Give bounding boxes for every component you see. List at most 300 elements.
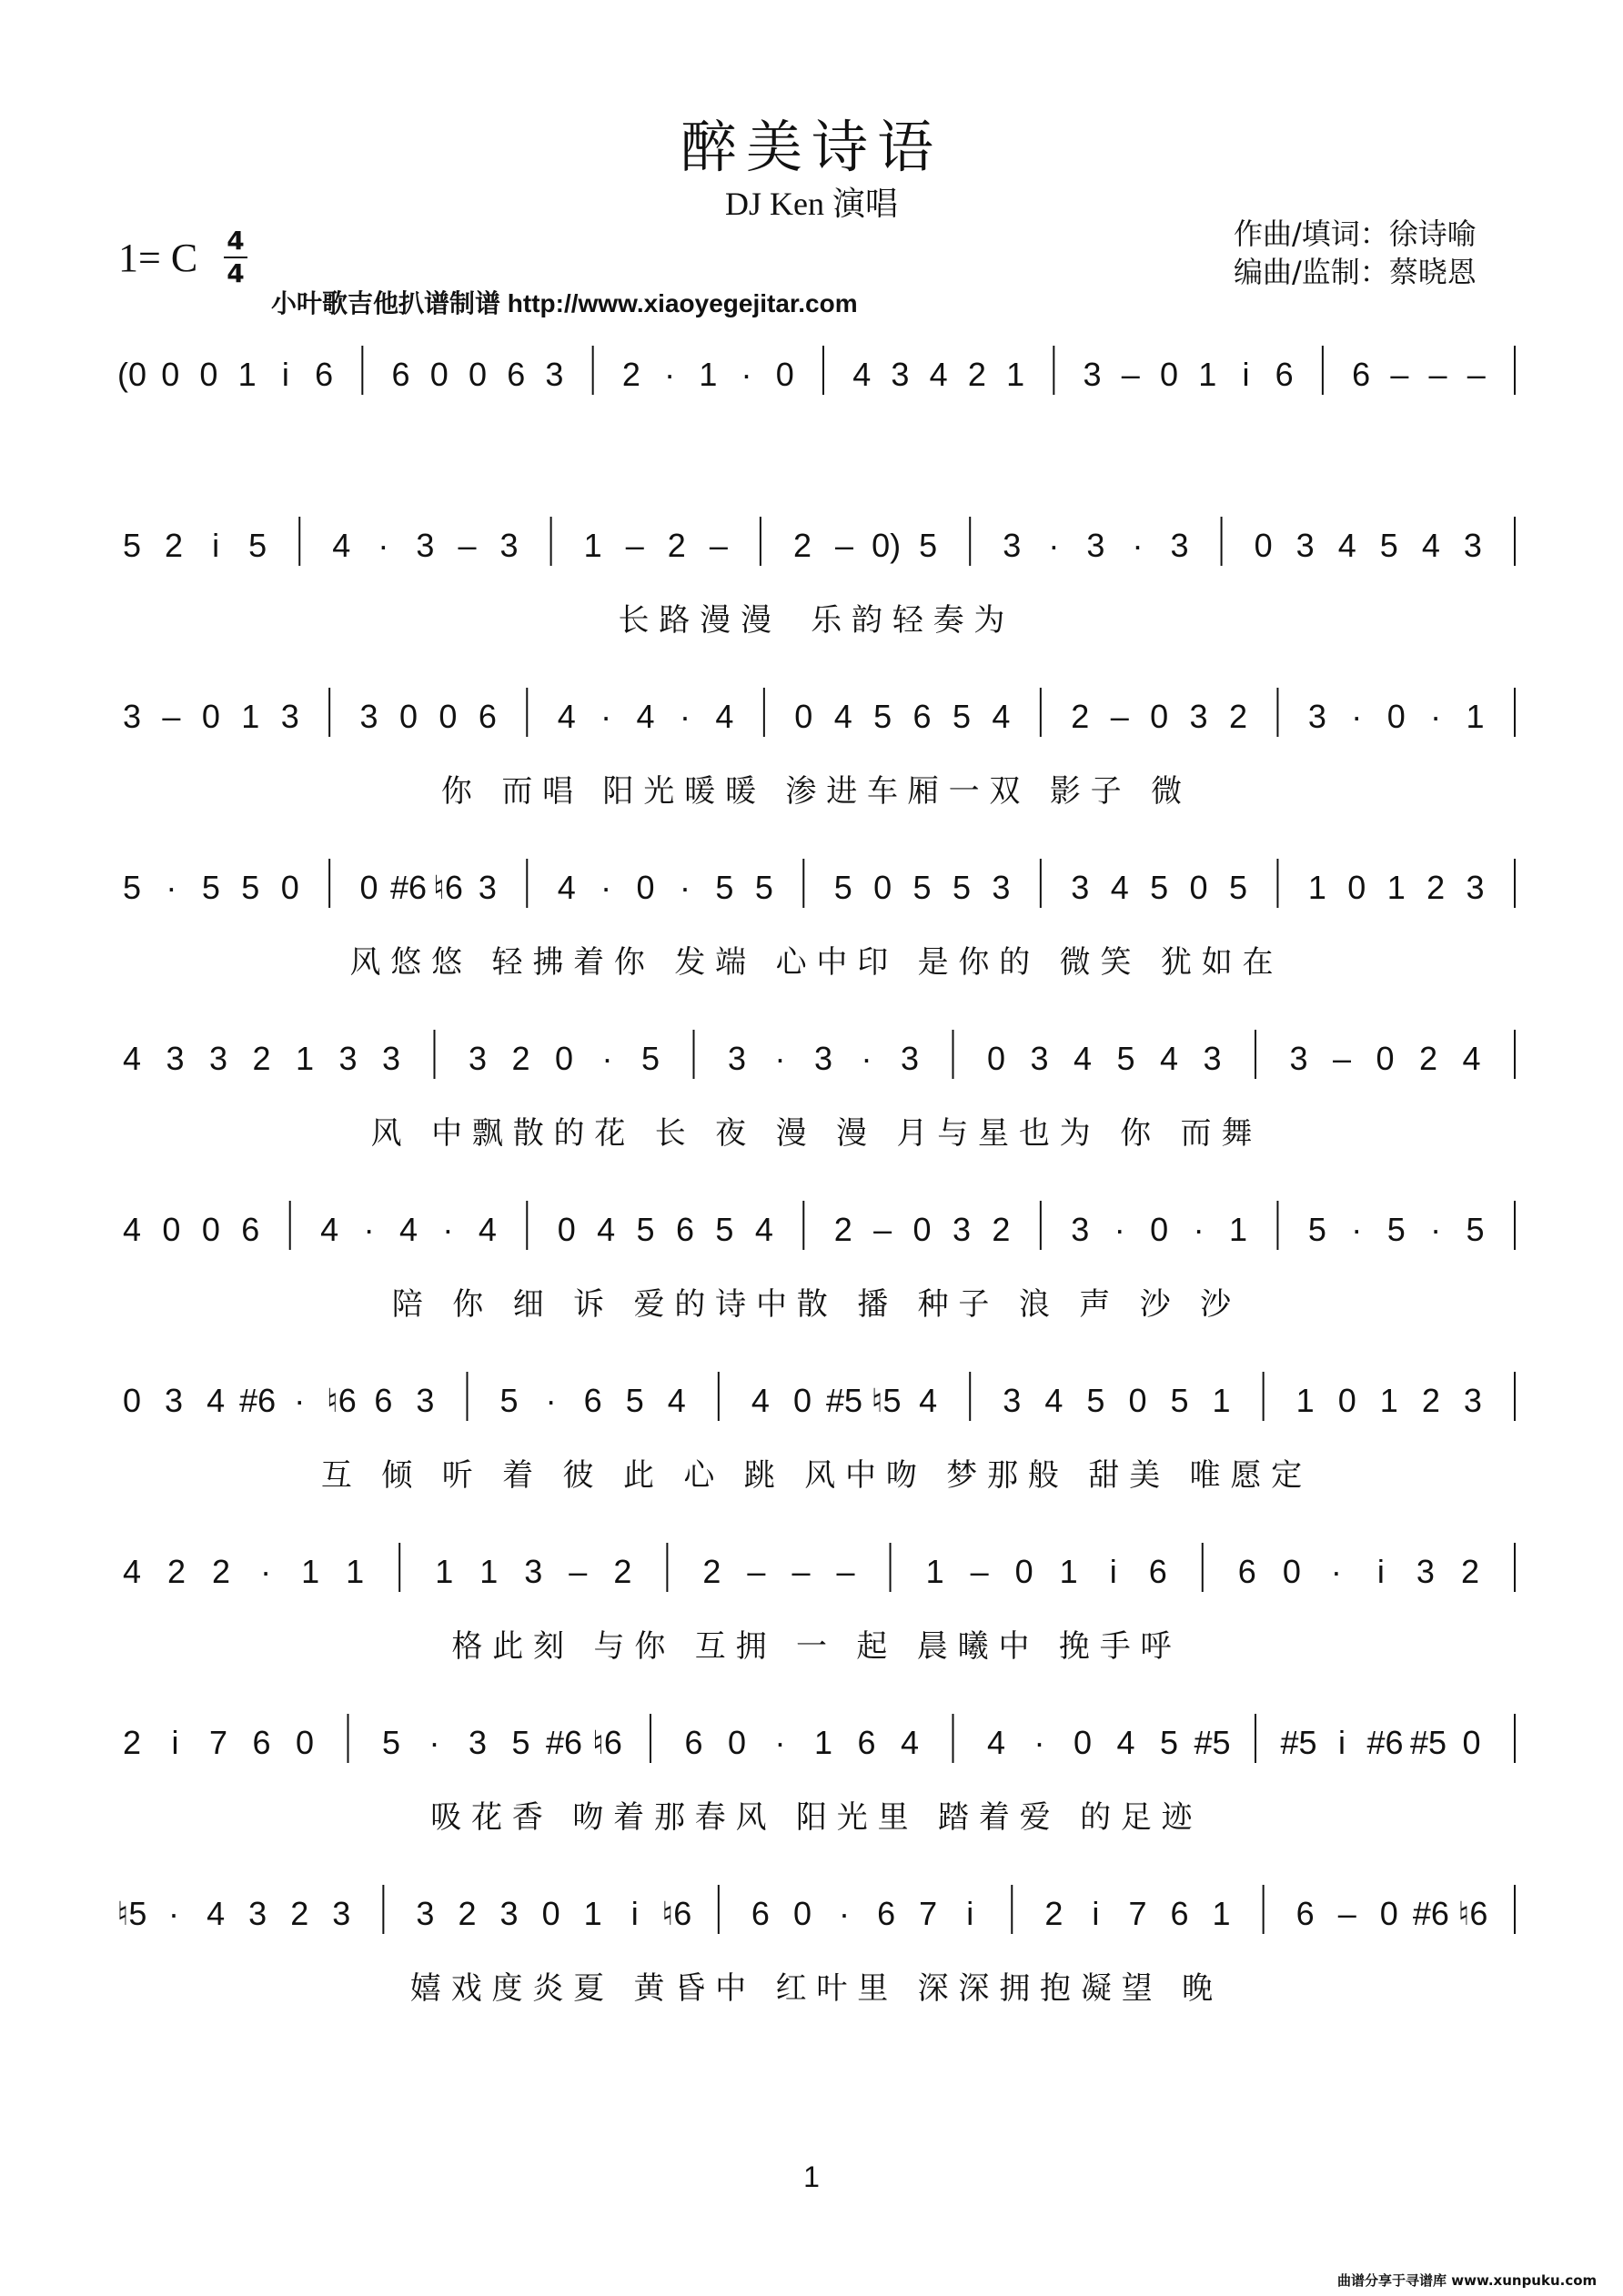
note: 0 — [439, 698, 458, 735]
note: – — [1467, 356, 1486, 393]
note: 0 — [636, 869, 655, 906]
note: 5 — [1466, 1211, 1485, 1248]
note: 4 — [1073, 1040, 1093, 1077]
note: 2 — [165, 527, 184, 564]
note: 3 — [1003, 527, 1022, 564]
note: 2 — [967, 356, 986, 393]
note: 0 — [1254, 527, 1273, 564]
note: 4 — [636, 698, 655, 735]
note: 5 — [381, 1724, 401, 1761]
note: 5 — [1386, 1211, 1406, 1248]
note: – — [1332, 1040, 1352, 1077]
note: 1 — [1212, 1895, 1231, 1932]
note: 7 — [1128, 1895, 1147, 1932]
note: 3 — [468, 1040, 488, 1077]
note: 4 — [992, 698, 1011, 735]
note: – — [162, 698, 181, 735]
note: 3 — [1203, 1040, 1222, 1077]
note: 0 — [429, 356, 449, 393]
note: 4 — [207, 1382, 226, 1419]
note: – — [835, 527, 854, 564]
note: 3 — [545, 356, 564, 393]
note: 1 — [435, 1553, 454, 1590]
note: 2 — [1071, 698, 1090, 735]
arranger-credit: 编曲/监制：蔡晓恩 — [1234, 255, 1477, 289]
note: 6 — [1295, 1895, 1315, 1932]
note: · — [600, 698, 612, 735]
watermark: 曲谱分享于寻谱库 www.xunpuku.com — [1337, 2272, 1598, 2289]
note: 3 — [416, 1895, 435, 1932]
note: #6 — [389, 869, 428, 906]
score-system — [0, 1193, 1623, 1330]
note: (0 — [116, 356, 147, 393]
note: 0 — [1150, 698, 1169, 735]
note: · — [1430, 698, 1442, 735]
note: 0 — [359, 869, 378, 906]
note: 1 — [1212, 1382, 1231, 1419]
note: #6 — [545, 1724, 583, 1761]
lyrics-line: 长 路 漫 漫 乐 韵 轻 奏 为 — [618, 602, 1005, 639]
note: · — [168, 1895, 180, 1932]
note: – — [836, 1553, 855, 1590]
note: 0 — [554, 1040, 574, 1077]
note: 4 — [320, 1211, 339, 1248]
note: 0 — [1159, 356, 1179, 393]
note: 3 — [499, 527, 519, 564]
note: 2 — [613, 1553, 632, 1590]
score-system — [0, 1536, 1623, 1672]
score-system — [0, 1707, 1623, 1843]
score-system — [0, 509, 1623, 646]
note: 5 — [201, 869, 220, 906]
note: 2 — [212, 1553, 231, 1590]
note: · — [1351, 1211, 1363, 1248]
lyrics-line: 陪 你 细 诉 爱 的 诗 中 散 播 种 子 浪 声 沙 沙 — [391, 1286, 1232, 1323]
note: 6 — [877, 1895, 896, 1932]
note: · — [1430, 1211, 1442, 1248]
note: · — [1132, 527, 1144, 564]
note: · — [774, 1040, 786, 1077]
note: 2 — [290, 1895, 309, 1932]
note: 0 — [1128, 1382, 1147, 1419]
note: 6 — [374, 1382, 393, 1419]
note: – — [1337, 1895, 1356, 1932]
note: 0 — [775, 356, 794, 393]
note: 4 — [122, 1211, 142, 1248]
note: 0 — [1376, 1040, 1395, 1077]
note: · — [601, 1040, 613, 1077]
note: 5 — [241, 869, 260, 906]
note: 7 — [208, 1724, 228, 1761]
note: 4 — [1116, 1724, 1135, 1761]
note: 5 — [1307, 1211, 1326, 1248]
note: 2 — [1426, 869, 1446, 906]
lyrics-line: 风 悠 悠 轻 拂 着 你 发 端 心 中 印 是 你 的 微 笑 犹 如 在 — [349, 944, 1274, 981]
note: 1 — [1386, 869, 1406, 906]
note: · — [166, 869, 177, 906]
note: 0 — [1347, 869, 1366, 906]
note: · — [260, 1553, 272, 1590]
note: 1 — [301, 1553, 320, 1590]
note: · — [1033, 1724, 1045, 1761]
note: 4 — [478, 1211, 497, 1248]
note: · — [1048, 527, 1060, 564]
note: 4 — [207, 1895, 226, 1932]
note: ♮6 — [592, 1724, 622, 1761]
note: – — [1110, 698, 1129, 735]
note: 2 — [667, 527, 686, 564]
note: 3 — [891, 356, 910, 393]
note: · — [1193, 1211, 1205, 1248]
note: 3 — [1295, 527, 1315, 564]
note: i — [171, 1724, 179, 1761]
note: 4 — [986, 1724, 1006, 1761]
note: 2 — [511, 1040, 530, 1077]
lyrics-line: 互 倾 听 着 彼 此 心 跳 风 中 吻 梦 那 般 甜 美 唯 愿 定 — [320, 1457, 1303, 1494]
note: 0 — [162, 1211, 181, 1248]
note: ♮6 — [326, 1382, 357, 1419]
note: 3 — [416, 1382, 435, 1419]
note: · — [1114, 1211, 1125, 1248]
note: 5 — [952, 698, 972, 735]
note: · — [545, 1382, 557, 1419]
note: – — [1428, 356, 1447, 393]
time-signature-top: 4 — [227, 226, 245, 256]
note: 5 — [873, 698, 892, 735]
note: 2 — [458, 1895, 477, 1932]
note: 3 — [359, 698, 378, 735]
key-signature: 1= C — [118, 236, 198, 280]
note: · — [774, 1724, 786, 1761]
note: 5 — [636, 1211, 655, 1248]
note: 3 — [338, 1040, 358, 1077]
song-title: 醉美诗语 — [680, 114, 943, 180]
note: – — [458, 527, 477, 564]
note: 5 — [912, 869, 932, 906]
note: 1 — [1295, 1382, 1315, 1419]
note: 3 — [478, 869, 497, 906]
note: · — [680, 698, 691, 735]
note: – — [569, 1553, 588, 1590]
note: 1 — [1228, 1211, 1248, 1248]
note: 1 — [1198, 356, 1217, 393]
composer-credit: 作曲/填词：徐诗喻 — [1234, 217, 1477, 251]
note: – — [1390, 356, 1409, 393]
note: 6 — [1148, 1553, 1167, 1590]
note: 1 — [1466, 698, 1485, 735]
note: 6 — [857, 1724, 876, 1761]
note: 5 — [952, 869, 972, 906]
singer-credit: DJ Ken 演唱 — [725, 186, 898, 222]
note: #6 — [1366, 1724, 1404, 1761]
note: 0 — [873, 869, 892, 906]
note: 4 — [833, 698, 852, 735]
note: 3 — [122, 698, 142, 735]
note: 2 — [792, 527, 812, 564]
note: i — [281, 356, 289, 393]
note: 0 — [295, 1724, 315, 1761]
note: 3 — [952, 1211, 972, 1248]
note: 5 — [511, 1724, 530, 1761]
note: 0 — [912, 1211, 932, 1248]
note: ♮5 — [116, 1895, 147, 1932]
note: · — [378, 527, 389, 564]
note: 3 — [468, 1724, 488, 1761]
note: 2 — [992, 1211, 1011, 1248]
note: 4 — [754, 1211, 773, 1248]
note: i — [212, 527, 220, 564]
note: – — [747, 1553, 766, 1590]
note: 0 — [557, 1211, 576, 1248]
lyrics-line: 格 此 刻 与 你 互 拥 一 起 晨 曦 中 挽 手 呼 — [451, 1628, 1172, 1665]
note: 0 — [1014, 1553, 1033, 1590]
note: 5 — [1159, 1724, 1179, 1761]
page-number: 1 — [803, 2160, 820, 2193]
note: 3 — [1463, 527, 1482, 564]
note: 0 — [1379, 1895, 1398, 1932]
note: – — [873, 1211, 892, 1248]
note: 5 — [1170, 1382, 1189, 1419]
note: 3 — [208, 1040, 228, 1077]
note: i — [1242, 356, 1250, 393]
note: 1 — [1379, 1382, 1398, 1419]
note: 4 — [332, 527, 351, 564]
note: 6 — [1352, 356, 1371, 393]
note: · — [664, 356, 676, 393]
note: 1 — [1059, 1553, 1078, 1590]
note: 0 — [280, 869, 299, 906]
note: 1 — [583, 1895, 602, 1932]
note: 0 — [468, 356, 488, 393]
note: 4 — [667, 1382, 686, 1419]
note: 2 — [1228, 698, 1248, 735]
note: · — [600, 869, 612, 906]
note: 3 — [166, 1040, 185, 1077]
note: 3 — [1086, 527, 1105, 564]
note: 0 — [1386, 698, 1406, 735]
note: 4 — [1044, 1382, 1064, 1419]
note: – — [1121, 356, 1140, 393]
note: 6 — [507, 356, 526, 393]
note: 0 — [201, 698, 220, 735]
note: ♮6 — [661, 1895, 692, 1932]
note: 3 — [1416, 1553, 1435, 1590]
note: · — [1330, 1553, 1342, 1590]
note: 2 — [252, 1040, 271, 1077]
note: 0) — [872, 527, 902, 564]
note: 0 — [1337, 1382, 1356, 1419]
note: 5 — [1379, 527, 1398, 564]
note: · — [839, 1895, 851, 1932]
note: #6 — [1412, 1895, 1449, 1932]
note: 6 — [391, 356, 410, 393]
note: 7 — [919, 1895, 938, 1932]
note: · — [1351, 698, 1363, 735]
note: 6 — [583, 1382, 602, 1419]
note: 5 — [1116, 1040, 1135, 1077]
lyrics-line: 你 而 唱 阳 光 暖 暖 渗 进 车 厢 一 双 影 子 微 — [440, 773, 1183, 810]
note: ♮6 — [432, 869, 463, 906]
note: 3 — [1071, 1211, 1090, 1248]
note: 6 — [1237, 1553, 1256, 1590]
note: 2 — [122, 1724, 142, 1761]
note: 3 — [1030, 1040, 1049, 1077]
note: i — [966, 1895, 974, 1932]
note: · — [363, 1211, 375, 1248]
note: 4 — [1462, 1040, 1481, 1077]
note: 1 — [346, 1553, 365, 1590]
note: 0 — [1462, 1724, 1481, 1761]
note: 3 — [1463, 1382, 1482, 1419]
note: ♮6 — [1457, 1895, 1488, 1932]
note: 3 — [992, 869, 1011, 906]
note: 5 — [919, 527, 938, 564]
note: 4 — [557, 698, 576, 735]
note: 5 — [754, 869, 773, 906]
note: · — [294, 1382, 306, 1419]
note: 4 — [398, 1211, 418, 1248]
note: 4 — [715, 698, 734, 735]
note: 5 — [122, 869, 142, 906]
note: 5 — [248, 527, 267, 564]
note: 2 — [1421, 1382, 1440, 1419]
note: 0 — [541, 1895, 560, 1932]
note: · — [861, 1040, 872, 1077]
note: – — [709, 527, 728, 564]
note: 1 — [1006, 356, 1025, 393]
note: i — [630, 1895, 639, 1932]
note: 1 — [813, 1724, 833, 1761]
note: 5 — [1086, 1382, 1105, 1419]
note: · — [741, 356, 752, 393]
note: 4 — [751, 1382, 770, 1419]
note: 3 — [1307, 698, 1326, 735]
note: 4 — [122, 1553, 142, 1590]
note: i — [1109, 1553, 1117, 1590]
note: 6 — [751, 1895, 770, 1932]
note: 1 — [241, 698, 260, 735]
note: 6 — [241, 1211, 260, 1248]
note: 6 — [315, 356, 334, 393]
note: #5 — [1194, 1724, 1231, 1761]
note: 5 — [715, 1211, 734, 1248]
note: 0 — [1073, 1724, 1093, 1761]
note: 0 — [161, 356, 180, 393]
note: 3 — [900, 1040, 920, 1077]
note: #6 — [239, 1382, 277, 1419]
note: 6 — [912, 698, 932, 735]
note: 2 — [1460, 1553, 1479, 1590]
note: 2 — [833, 1211, 852, 1248]
note: 3 — [1170, 527, 1189, 564]
score-system — [0, 1365, 1623, 1501]
note: 0 — [794, 698, 813, 735]
note: 2 — [167, 1553, 186, 1590]
note: 4 — [122, 1040, 142, 1077]
note: 6 — [684, 1724, 703, 1761]
note: 1 — [583, 527, 602, 564]
credits — [1234, 215, 1477, 291]
note: 3 — [280, 698, 299, 735]
note: 0 — [986, 1040, 1006, 1077]
note: 0 — [199, 356, 218, 393]
note: #5 — [826, 1382, 863, 1419]
note: 4 — [1110, 869, 1129, 906]
note: 4 — [852, 356, 872, 393]
note: 4 — [919, 1382, 938, 1419]
note: 3 — [165, 1382, 184, 1419]
note: 5 — [1150, 869, 1169, 906]
note: 3 — [1083, 356, 1102, 393]
note: 5 — [122, 527, 142, 564]
note: ♮5 — [871, 1382, 902, 1419]
note: i — [1376, 1553, 1385, 1590]
note: 1 — [295, 1040, 315, 1077]
note: i — [1338, 1724, 1346, 1761]
score-system — [0, 1878, 1623, 2014]
score-system — [0, 1022, 1623, 1159]
note: 5 — [1228, 869, 1248, 906]
note: 0 — [727, 1724, 747, 1761]
note: 4 — [929, 356, 948, 393]
note: 3 — [1466, 869, 1485, 906]
note: 0 — [201, 1211, 220, 1248]
note: 3 — [332, 1895, 351, 1932]
note: i — [1092, 1895, 1100, 1932]
note: 6 — [1170, 1895, 1189, 1932]
score-system — [0, 338, 1623, 475]
note: #5 — [1409, 1724, 1447, 1761]
note: 1 — [699, 356, 718, 393]
note: 2 — [1418, 1040, 1438, 1077]
note: 4 — [1159, 1040, 1179, 1077]
note: 5 — [640, 1040, 660, 1077]
note: 0 — [1150, 1211, 1169, 1248]
note: 5 — [625, 1382, 644, 1419]
note: 2 — [1044, 1895, 1064, 1932]
notation-line — [0, 338, 1623, 475]
note: 4 — [597, 1211, 616, 1248]
note: 3 — [1289, 1040, 1308, 1077]
score-system — [0, 680, 1623, 817]
note: 5 — [499, 1382, 519, 1419]
note: 4 — [1421, 527, 1440, 564]
note: 3 — [1189, 698, 1208, 735]
note: 5 — [833, 869, 852, 906]
note: 3 — [499, 1895, 519, 1932]
time-signature — [224, 227, 247, 287]
note: · — [680, 869, 691, 906]
note: 1 — [1307, 869, 1326, 906]
note: · — [442, 1211, 454, 1248]
note: 2 — [621, 356, 640, 393]
lyrics-line: 嬉 戏 度 炎 夏 黄 昏 中 红 叶 里 深 深 拥 抱 凝 望 晚 — [409, 1970, 1214, 2007]
producer-credit: 小叶歌吉他扒谱制谱 http://www.xiaoyegejitar.com — [271, 289, 858, 317]
note: 3 — [248, 1895, 267, 1932]
note: 6 — [675, 1211, 695, 1248]
note: 0 — [792, 1895, 812, 1932]
note: 3 — [381, 1040, 401, 1077]
note: 3 — [813, 1040, 833, 1077]
note: 1 — [479, 1553, 499, 1590]
note: 0 — [398, 698, 418, 735]
lyrics-line: 吸 花 香 吻 着 那 春 风 阳 光 里 踏 着 爱 的 足 迹 — [430, 1799, 1193, 1836]
note: 3 — [524, 1553, 543, 1590]
note: 6 — [478, 698, 497, 735]
note: 3 — [416, 527, 435, 564]
note: 0 — [1282, 1553, 1301, 1590]
note: 1 — [925, 1553, 944, 1590]
